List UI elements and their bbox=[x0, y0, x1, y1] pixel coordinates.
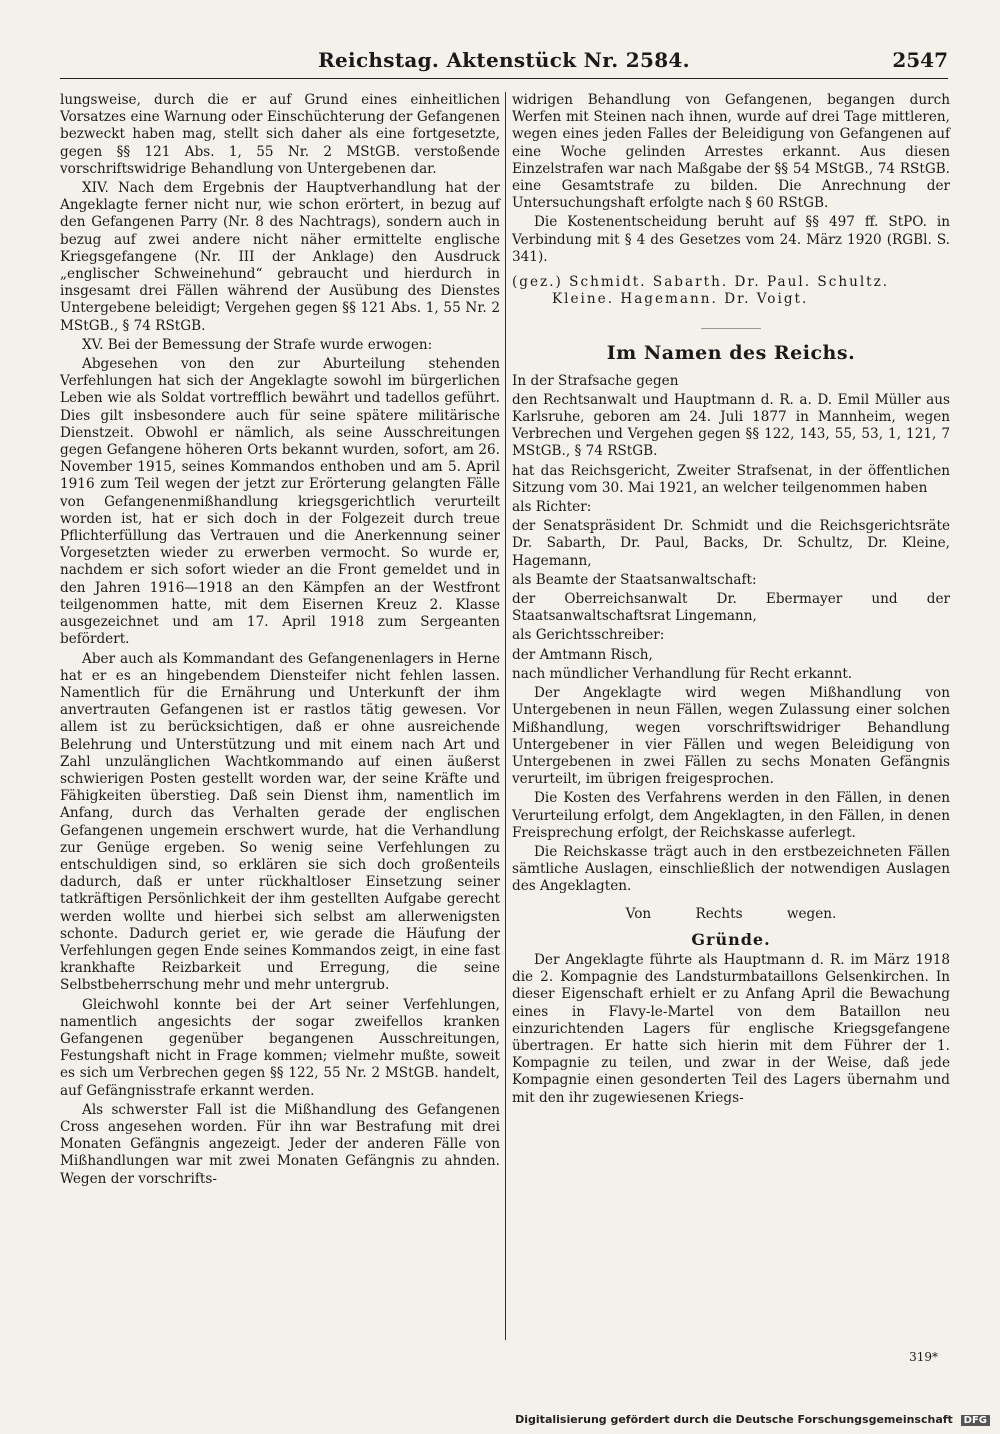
court-line: hat das Reichsgericht, Zweiter Strafsenat, in der öffentlichen Sitzung vom 30. Mai 1921, an welcher teilgenommen haben bbox=[512, 462, 950, 496]
gruende-heading: Gründe. bbox=[691, 929, 771, 949]
prosecution-label: als Beamte der Staatsanwaltschaft: bbox=[512, 571, 757, 588]
verdict: Die Kosten des Verfahrens werden in den Fällen, in denen Verurteilung erfolgt, dem Angeklagten, in den Fällen, in denen Freisprechung erfolgt, der Reichskasse auferlegt. bbox=[512, 790, 950, 841]
signature-line: (gez.) Schmidt. Sabarth. Dr. Paul. Schultz. bbox=[512, 274, 890, 291]
dfg-logo: DFG bbox=[961, 1415, 990, 1426]
signatures bbox=[512, 274, 950, 308]
von-rechts-wegen: Von Rechts wegen. bbox=[625, 905, 837, 922]
separator bbox=[701, 328, 761, 329]
costs-paragraph: Die Kostenentscheidung beruht auf §§ 497 ff. StPO. in Verbindung mit § 4 des Gesetzes vom 24. März 1920 (RGBl. S. 341). bbox=[512, 214, 950, 265]
left-column bbox=[60, 92, 500, 1188]
page-header bbox=[60, 44, 948, 84]
footer bbox=[515, 1413, 990, 1426]
page-number: 2547 bbox=[892, 48, 948, 72]
signature-line: Kleine. Hagemann. Dr. Voigt. bbox=[552, 291, 809, 308]
paragraph: widrigen Behandlung von Gefangenen, begangen durch Werfen mit Steinen nach ihnen, wurde auf drei Tage mittleren, wegen eines jeden Falles der Beleidigung von Gefangenen auf eine Woche gelinden Arrestes erkannt. Aus diesen Einzelstrafen war nach Maßgabe der §§ 54 MStGB., 74 RStGB. eine Gesamtstrafe zu bilden. Die Anrechnung der Untersuchungshaft erfolgte nach § 60 RStGB. bbox=[512, 92, 950, 212]
case-intro: In der Strafsache gegen bbox=[512, 372, 679, 389]
paragraph: Abgesehen von den zur Aburteilung stehenden Verfehlungen hat sich der Angeklagte sowohl im bürgerlichen Leben wie als Soldat vortrefflich bewährt und tadellos geführt. Dies gilt insbesondere auch für seine spätere militärische Dienstzeit. Obwohl er nämlich, als seine Ausschreitungen gegen Gefangene höheren Orts bekannt wurden, sofort, am 26. November 1915, seines Kommandos enthoben und am 5. April 1916 zum Teil wegen der jetzt zur Erörterung gelangten Fälle von Gefangenenmißhandlung kriegsgerichtlich verurteilt worden ist, hat er sich doch in der Folgezeit durch treue Pflichterfüllung das Vertrauen und die Anerkennung seiner Vorgesetzten wieder zu erwerben vermocht. So wurde er, nachdem er sich sofort wieder an die Front gemeldet und in den Jahren 1916—1918 an den Kämpfen an der Westfront teilgenommen hatte, mit dem Eisernen Kreuz 2. Klasse ausgezeichnet und am 17. April 1918 zum Sergeanten befördert. bbox=[60, 356, 500, 648]
defendant: den Rechtsanwalt und Hauptmann d. R. a. D. Emil Müller aus Karlsruhe, geboren am 24. Juli 1877 in Mannheim, wegen Verbrechen und Vergehen gegen §§ 122, 143, 55, 53, 1, 121, 7 MStGB., § 74 RStGB. bbox=[512, 391, 950, 460]
right-column bbox=[512, 92, 950, 1107]
clerk-label: als Gerichtsschreiber: bbox=[512, 627, 665, 644]
gruende-paragraph: Der Angeklagte führte als Hauptmann d. R. im März 1918 die 2. Kompagnie des Landsturmbataillons Gelsenkirchen. In dieser Eigenschaft erhielt er zu Anfang April die Bewachung eines in Flavy-le-Martel von dem Bataillon neu einzurichtenden Lagers für englische Kriegsgefangene übertragen. Er hatte sich hierin mit dem Führer der 1. Kompagnie zu teilen, und zwar in der Weise, daß jede Kompagnie einen gesonderten Teil des Lagers übernahm und mit den ihr zugewiesenen Kriegs- bbox=[512, 951, 950, 1106]
judges: der Senatspräsident Dr. Schmidt und die Reichsgerichtsräte Dr. Sabarth, Dr. Paul, Backs, Dr. Schultz, Dr. Kleine, Hagemann, bbox=[512, 518, 950, 569]
paragraph-xv: XV. Bei der Bemessung der Strafe wurde erwogen: bbox=[82, 336, 433, 353]
judges-label: als Richter: bbox=[512, 499, 592, 516]
clerk: der Amtmann Risch, bbox=[512, 646, 653, 663]
header-rule bbox=[60, 78, 948, 79]
column-divider bbox=[505, 92, 506, 1340]
decision-intro: nach mündlicher Verhandlung für Recht erkannt. bbox=[512, 665, 853, 682]
paragraph: lungsweise, durch die er auf Grund eines einheitlichen Vorsatzes eine Warnung oder Einschüchterung der Gefangenen bezweckt haben mag, stellt sich daher als eine fortgesetzte, gegen §§ 121 Abs. 1, 55 Nr. 2 MStGB. verstoßende vorschriftswidrige Behandlung von Untergebenen dar. bbox=[60, 92, 500, 177]
running-title: Reichstag. Aktenstück Nr. 2584. bbox=[318, 48, 690, 72]
paragraph-xiv: XIV. Nach dem Ergebnis der Hauptverhandlung hat der Angeklagte ferner nicht nur, wie schon erörtert, in bezug auf den Gefangenen Parry (Nr. 8 des Nachtrags), sondern auch in bezug auf zwei andere nicht näher ermittelte englische Kriegsgefangene (Nr. III der Anklage) den Ausdruck „englischer Schweinehund“ gebraucht und hierdurch in insgesamt drei Fällen während der Ausübung des Dienstes Untergebene beleidigt; Vergehen gegen §§ 121 Abs. 1, 55 Nr. 2 MStGB., § 74 RStGB. bbox=[60, 180, 500, 334]
prosecution: der Oberreichsanwalt Dr. Ebermayer und der Staatsanwaltschaftsrat Lingemann, bbox=[512, 591, 950, 625]
section-heading: Im Namen des Reichs. bbox=[606, 342, 856, 365]
verdict: Die Reichskasse trägt auch in den erstbezeichneten Fällen sämtliche Auslagen, einschließlich der notwendigen Auslagen des Angeklagten. bbox=[512, 843, 950, 895]
paragraph: Als schwerster Fall ist die Mißhandlung des Gefangenen Cross angesehen worden. Für ihn war Bestrafung mit drei Monaten Gefängnis angezeigt. Jeder der anderen Fälle von Mißhandlungen war mit zwei Monaten Gefängnis zu ahnden. Wegen der vorschrifts- bbox=[60, 1101, 500, 1187]
paragraph: Gleichwohl konnte bei der Art seiner Verfehlungen, namentlich angesichts der sogar zweifellos kranken Gefangenen gegenüber begangenen Ausschreitungen, Festungshaft nicht in Frage kommen; vielmehr mußte, soweit es sich um Verbrechen gegen §§ 122, 55 Nr. 2 MStGB. handelt, auf Gefängnisstrafe erkannt werden. bbox=[60, 996, 500, 1099]
sheet-number: 319* bbox=[909, 1350, 938, 1364]
footer-text: Digitalisierung gefördert durch die Deutsche Forschungsgemeinschaft bbox=[515, 1413, 953, 1426]
verdict: Der Angeklagte wird wegen Mißhandlung von Untergebenen in neun Fällen, wegen Zulassung einer solchen Mißhandlung, wegen vorschriftswidriger Behandlung Untergebener in vier Fällen und wegen Beleidigung von Untergebenen in zwei Fällen zu sechs Monaten Gefängnis verurteilt, im übrigen freigesprochen. bbox=[512, 685, 950, 788]
paragraph: Aber auch als Kommandant des Gefangenenlagers in Herne hat er es an hingebendem Diensteifer nicht fehlen lassen. Namentlich für die Ernährung und Unterkunft der ihm anvertrauten Gefangenen ist er rastlos tätig gewesen. Vor allem ist zu berücksichtigen, daß er ohne ausreichende Belehrung und Unterstützung und mit einem nach Art und Zahl unzulänglichen Wachtkommando auf einen äußerst schwierigen Posten gestellt worden war, der seine Kräfte und Fähigkeiten überstieg. Daß sein Dienst ihm, namentlich im Anfang, durch das Verhalten gerade der englischen Gefangenen ungemein erschwert wurde, hat die Verhandlung zur Genüge ergeben. So wenig seine Verfehlungen zu entschuldigen sind, so erklären sie sich doch großenteils dadurch, daß er unter rückhaltloser Einsetzung seiner tatkräftigen Persönlichkeit der ihm gestellten Aufgabe gerecht werden wollte und hierbei sich selbst am allerwenigsten schonte. Dadurch geriet er, wie gerade die Häufung der Verfehlungen gegen Ende seines Kommandos zeigt, in eine fast krankhafte Reizbarkeit und Erregung, die seine Selbstbeherrschung mehr und mehr untergrub. bbox=[60, 650, 500, 994]
